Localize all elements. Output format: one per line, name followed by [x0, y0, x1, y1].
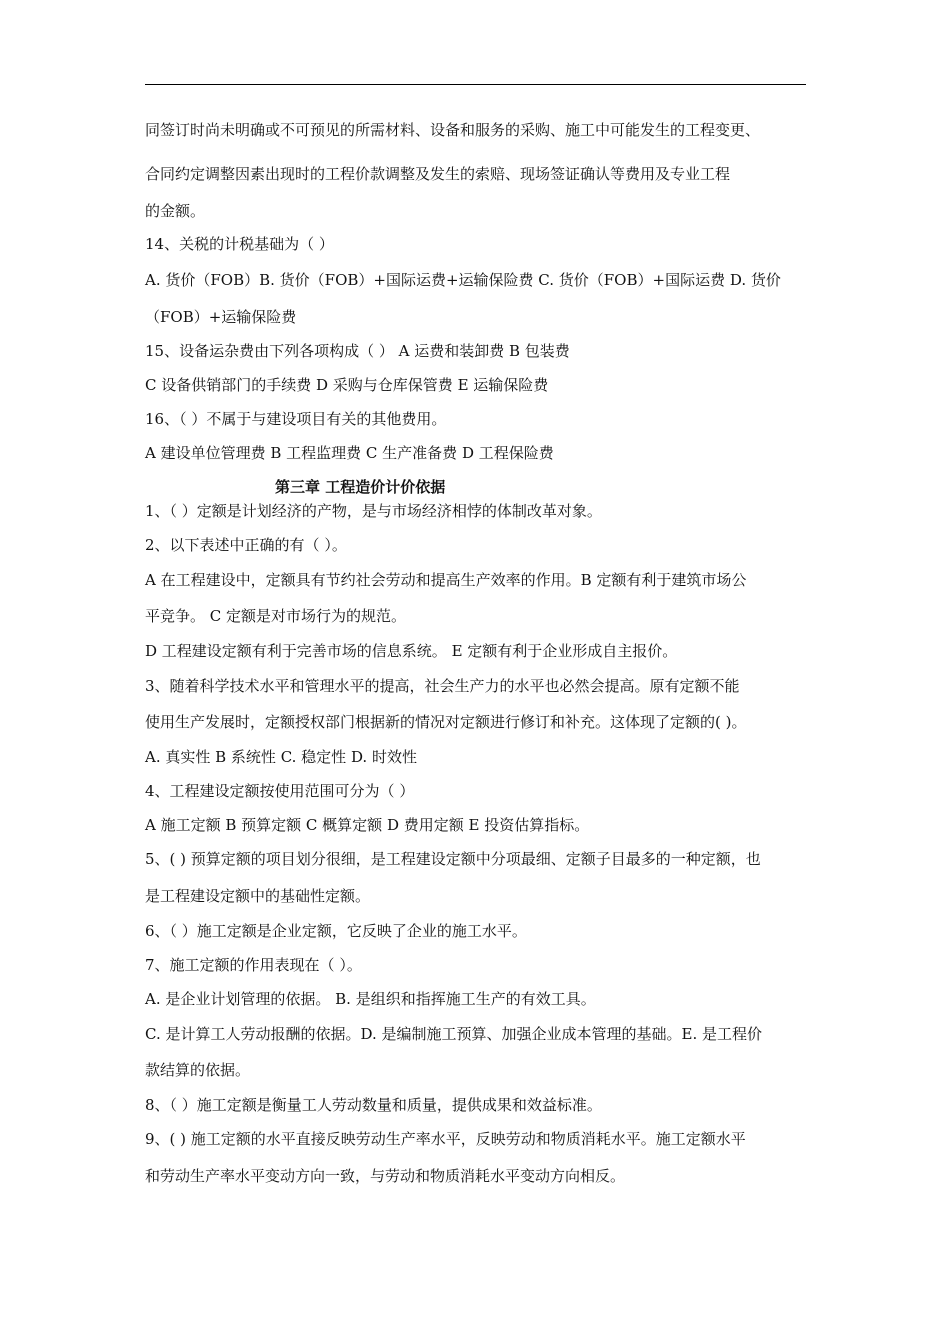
text-line: 同签订时尚未明确或不可预见的所需材料、设备和服务的采购、施工中可能发生的工程变更、: [145, 121, 761, 139]
question-3: 3、随着科学技术水平和管理水平的提高，社会生产力的水平也必然会提高。原有定额不能: [145, 677, 740, 695]
question-2-options: A 在工程建设中，定额具有节约社会劳动和提高生产效率的作用。B 定额有利于建筑市场公: [145, 571, 747, 589]
question-16: 16、（ ）不属于与建设项目有关的其他费用。: [145, 410, 447, 428]
question-15-options: C 设备供销部门的手续费 D 采购与仓库保管费 E 运输保险费: [145, 376, 549, 394]
question-8: 8、（ ）施工定额是衡量工人劳动数量和质量，提供成果和效益标准。: [145, 1096, 602, 1114]
question-7: 7、施工定额的作用表现在（ ）。: [145, 956, 362, 974]
question-4: 4、工程建设定额按使用范围可分为（ ）: [145, 782, 415, 800]
question-14-options-continued: （FOB）+运输保险费: [145, 308, 297, 326]
question-14-options: A. 货价（FOB）B. 货价（FOB）+国际运费+运输保险费 C. 货价（FOB）+国际运费 D. 货价: [145, 271, 781, 289]
question-2-options-continued: D 工程建设定额有利于完善市场的信息系统。 E 定额有利于企业形成自主报价。: [145, 642, 678, 660]
question-15: 15、设备运杂费由下列各项构成（ ） A 运费和装卸费 B 包装费: [145, 342, 570, 360]
question-7-options-continued: C. 是计算工人劳动报酬的依据。D. 是编制施工预算、加强企业成本管理的基础。E. 是工程价: [145, 1025, 762, 1043]
question-2-options-continued: 平竞争。 C 定额是对市场行为的规范。: [145, 607, 407, 625]
question-5-continued: 是工程建设定额中的基础性定额。: [145, 887, 371, 905]
question-16-options: A 建设单位管理费 B 工程监理费 C 生产准备费 D 工程保险费: [145, 444, 554, 462]
chapter-heading: 第三章 工程造价计价依据: [275, 478, 446, 496]
question-7-options: A. 是企业计划管理的依据。 B. 是组织和指挥施工生产的有效工具。: [145, 990, 596, 1008]
question-3-continued: 使用生产发展时，定额授权部门根据新的情况对定额进行修订和补充。这体现了定额的( )。: [145, 713, 747, 731]
question-7-options-continued: 款结算的依据。: [145, 1061, 251, 1079]
question-9-continued: 和劳动生产率水平变动方向一致，与劳动和物质消耗水平变动方向相反。: [145, 1167, 626, 1185]
question-6: 6、（ ）施工定额是企业定额，它反映了企业的施工水平。: [145, 922, 527, 940]
question-1: 1、（ ）定额是计划经济的产物，是与市场经济相悖的体制改革对象。: [145, 502, 602, 520]
header-rule: [145, 84, 806, 85]
question-5: 5、( ) 预算定额的项目划分很细，是工程建设定额中分项最细、定额子目最多的一种定额，也: [145, 850, 761, 868]
text-line: 的金额。: [145, 202, 206, 220]
question-3-options: A. 真实性 B 系统性 C. 稳定性 D. 时效性: [145, 748, 417, 766]
question-9: 9、( ) 施工定额的水平直接反映劳动生产率水平，反映劳动和物质消耗水平。施工定额水平: [145, 1130, 746, 1148]
question-2: 2、以下表述中正确的有（ ）。: [145, 536, 347, 554]
text-line: 合同约定调整因素出现时的工程价款调整及发生的索赔、现场签证确认等费用及专业工程: [145, 165, 731, 183]
question-4-options: A 施工定额 B 预算定额 C 概算定额 D 费用定额 E 投资估算指标。: [145, 816, 590, 834]
question-14: 14、关税的计税基础为（ ）: [145, 235, 334, 253]
